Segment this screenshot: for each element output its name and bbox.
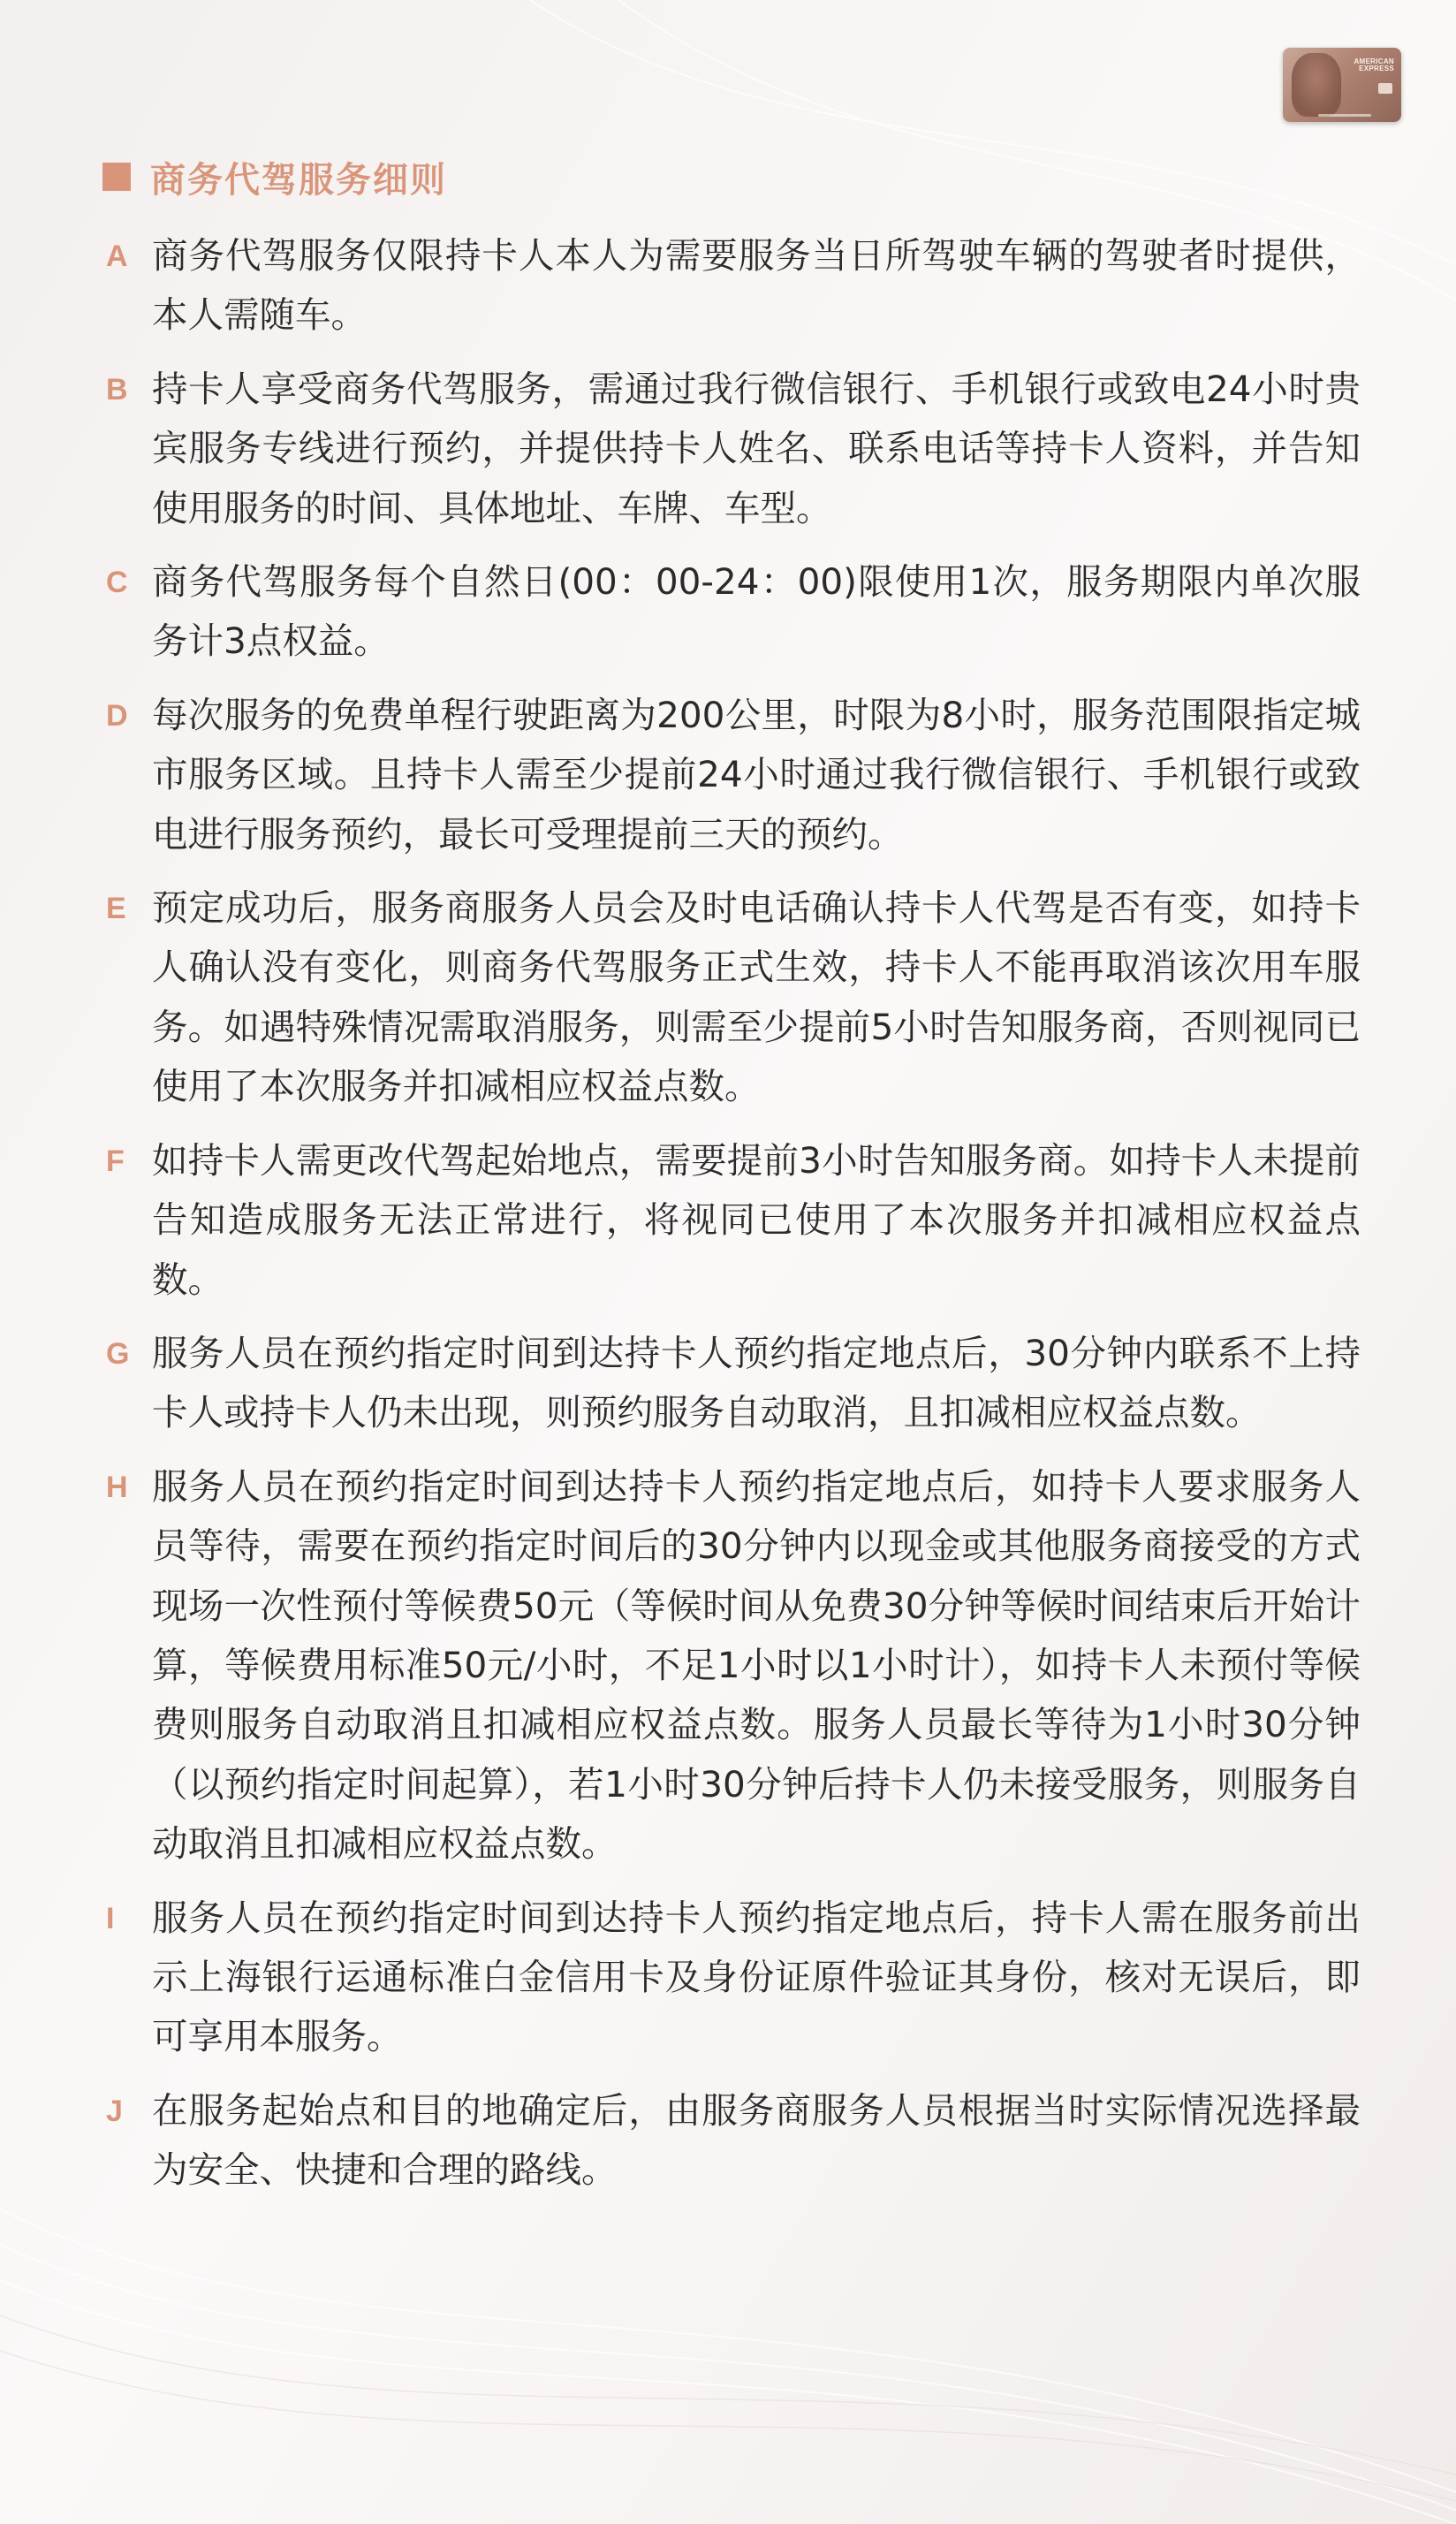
- rule-marker: I: [106, 1901, 115, 1935]
- rules-list: [106, 226, 1361, 2215]
- rule-text: 持卡人享受商务代驾服务，需通过我行微信银行、手机银行或致电24小时贵宾服务专线进行预约，并提供持卡人姓名、联系电话等持卡人资料，并告知使用服务的时间、具体地址、车牌、车型。: [152, 367, 1361, 529]
- card-chip: [1378, 83, 1392, 94]
- rule-marker: G: [106, 1336, 130, 1371]
- square-bullet-icon: [102, 163, 131, 191]
- rule-text: 每次服务的免费单程行驶距离为200公里，时限为8小时，服务范围限指定城市服务区域。且持卡人需至少提前24小时通过我行微信银行、手机银行或致电进行服务预约，最长可受理提前三天的预约。: [152, 693, 1361, 855]
- page-title: 商务代驾服务细则: [150, 159, 447, 201]
- rule-text: 服务人员在预约指定时间到达持卡人预约指定地点后，持卡人需在服务前出示上海银行运通标准白金信用卡及身份证原件验证其身份，核对无误后，即可享用本服务。: [152, 1896, 1361, 2058]
- rule-item-h: [106, 1457, 1361, 1874]
- rule-marker: D: [106, 698, 128, 733]
- rule-marker: C: [106, 566, 128, 600]
- rule-item-j: [106, 2081, 1361, 2201]
- rule-item-a: [106, 226, 1361, 346]
- card-portrait-art: [1292, 53, 1341, 117]
- rule-text: 在服务起始点和目的地确定后，由服务商服务人员根据当时实际情况选择最为安全、快捷和合理的路线。: [152, 2088, 1361, 2192]
- rule-marker: J: [106, 2094, 123, 2128]
- rule-item-b: [106, 360, 1361, 538]
- rule-marker: F: [106, 1144, 125, 1178]
- section-header: [102, 156, 447, 201]
- rule-marker: A: [106, 239, 128, 273]
- rule-item-d: [106, 686, 1361, 864]
- rule-text: 商务代驾服务仅限持卡人本人为需要服务当日所驾驶车辆的驾驶者时提供，本人需随车。: [152, 234, 1361, 337]
- rule-text: 服务人员在预约指定时间到达持卡人预约指定地点后，如持卡人要求服务人员等待，需要在预约指定时间后的30分钟内以现金或其他服务商接受的方式现场一次性预付等候费50元（等候时间从免费30分钟等候时间结束后开始计算，等候费用标准50元/小时，不足1小时以1小时计），如持卡人未预付等候费则服务自动取消且扣减相应权益点数。服务人员最长等待为1小时30分钟（以预约指定时间起算），若1小时30分钟后持卡人仍未接受服务，则服务自动取消且扣减相应权益点数。: [152, 1464, 1361, 1866]
- card-brand-logo: AMERICAN EXPRESS: [1354, 57, 1394, 72]
- rule-marker: E: [106, 892, 126, 926]
- rule-item-c: [106, 552, 1361, 672]
- rule-text: 如持卡人需更改代驾起始地点，需要提前3小时告知服务商。如持卡人未提前告知造成服务无法正常进行，将视同已使用了本次服务并扣减相应权益点数。: [152, 1138, 1361, 1301]
- rule-text: 预定成功后，服务商服务人员会及时电话确认持卡人代驾是否有变，如持卡人确认没有变化，则商务代驾服务正式生效，持卡人不能再取消该次用车服务。如遇特殊情况需取消服务，则需至少提前5小时告知服务商，否则视同已使用了本次服务并扣减相应权益点数。: [152, 886, 1361, 1108]
- rule-item-e: [106, 878, 1361, 1117]
- rule-text: 商务代驾服务每个自然日(00：00-24：00)限使用1次，服务期限内单次服务计3点权益。: [152, 560, 1361, 663]
- rule-item-f: [106, 1131, 1361, 1310]
- rule-text: 服务人员在预约指定时间到达持卡人预约指定地点后，30分钟内联系不上持卡人或持卡人仍未出现，则预约服务自动取消，且扣减相应权益点数。: [152, 1331, 1361, 1434]
- card-holder-line: [1318, 114, 1371, 117]
- rule-marker: H: [106, 1470, 128, 1504]
- rule-item-i: [106, 1889, 1361, 2067]
- amex-card-thumbnail: [1283, 48, 1401, 122]
- rule-item-g: [106, 1324, 1361, 1443]
- rule-marker: B: [106, 372, 128, 407]
